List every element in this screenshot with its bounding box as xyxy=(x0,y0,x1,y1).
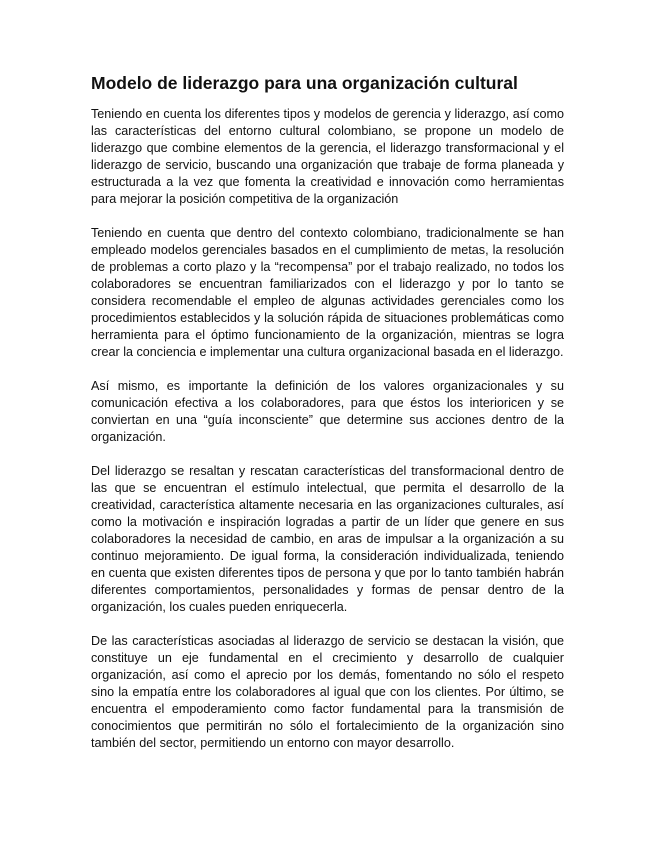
paragraph-1: Teniendo en cuenta los diferentes tipos y modelos de gerencia y liderazgo, así como las características del entorno cultural colombiano, se propone un modelo de liderazgo que combine elementos de la gerencia, el liderazgo transformacional y el liderazgo de servicio, buscando una organización que trabaje de forma planeada y estructurada a la vez que fomenta la creatividad e innovación como herramientas para mejorar la posición competitiva de la organización xyxy=(91,107,564,206)
document-page xyxy=(91,72,564,769)
page-title: Modelo de liderazgo para una organización cultural xyxy=(91,73,518,93)
paragraph-4: Del liderazgo se resaltan y rescatan características del transformacional dentro de las que se encuentran el estímulo intelectual, que permita el desarrollo de la creatividad, característica altamente necesaria en las organizaciones culturales, así como la motivación e inspiración logradas a partir de un líder que genere en sus colaboradores la necesidad de cambio, en aras de impulsar a la organización a su continuo mejoramiento. De igual forma, la consideración individualizada, teniendo en cuenta que existen diferentes tipos de persona y que por lo tanto también habrán diferentes comportamientos, personalidades y formas de pensar dentro de la organización, los cuales pueden enriquecerla. xyxy=(91,464,564,614)
paragraph-5: De las características asociadas al liderazgo de servicio se destacan la visión, que constituye un eje fundamental en el crecimiento y desarrollo de cualquier organización, así como el aprecio por los demás, fomentando no sólo el respeto sino la empatía entre los colaboradores al igual que con los clientes. Por último, se encuentra el empoderamiento como factor fundamental para la transmisión de conocimientos que permitirán no sólo el fortalecimiento de la organización sino también del sector, permitiendo un entorno con mayor desarrollo. xyxy=(91,634,564,750)
paragraph-2: Teniendo en cuenta que dentro del contexto colombiano, tradicionalmente se han empleado modelos gerenciales basados en el cumplimiento de metas, la resolución de problemas a corto plazo y la “recompensa” por el trabajo realizado, no todos los colaboradores se encuentran familiarizados con el liderazgo y por lo tanto se considera recomendable el empleo de algunas actividades gerenciales como los procedimientos establecidos y la solución rápida de situaciones problemáticas como herramienta para el óptimo funcionamiento de la organización, mientras se logra crear la conciencia e implementar una cultura organizacional basada en el liderazgo. xyxy=(91,226,564,359)
paragraph-3: Así mismo, es importante la definición de los valores organizacionales y su comunicación efectiva a los colaboradores, para que éstos los interioricen y se conviertan en una “guía inconsciente” que determine sus acciones dentro de la organización. xyxy=(91,379,564,444)
